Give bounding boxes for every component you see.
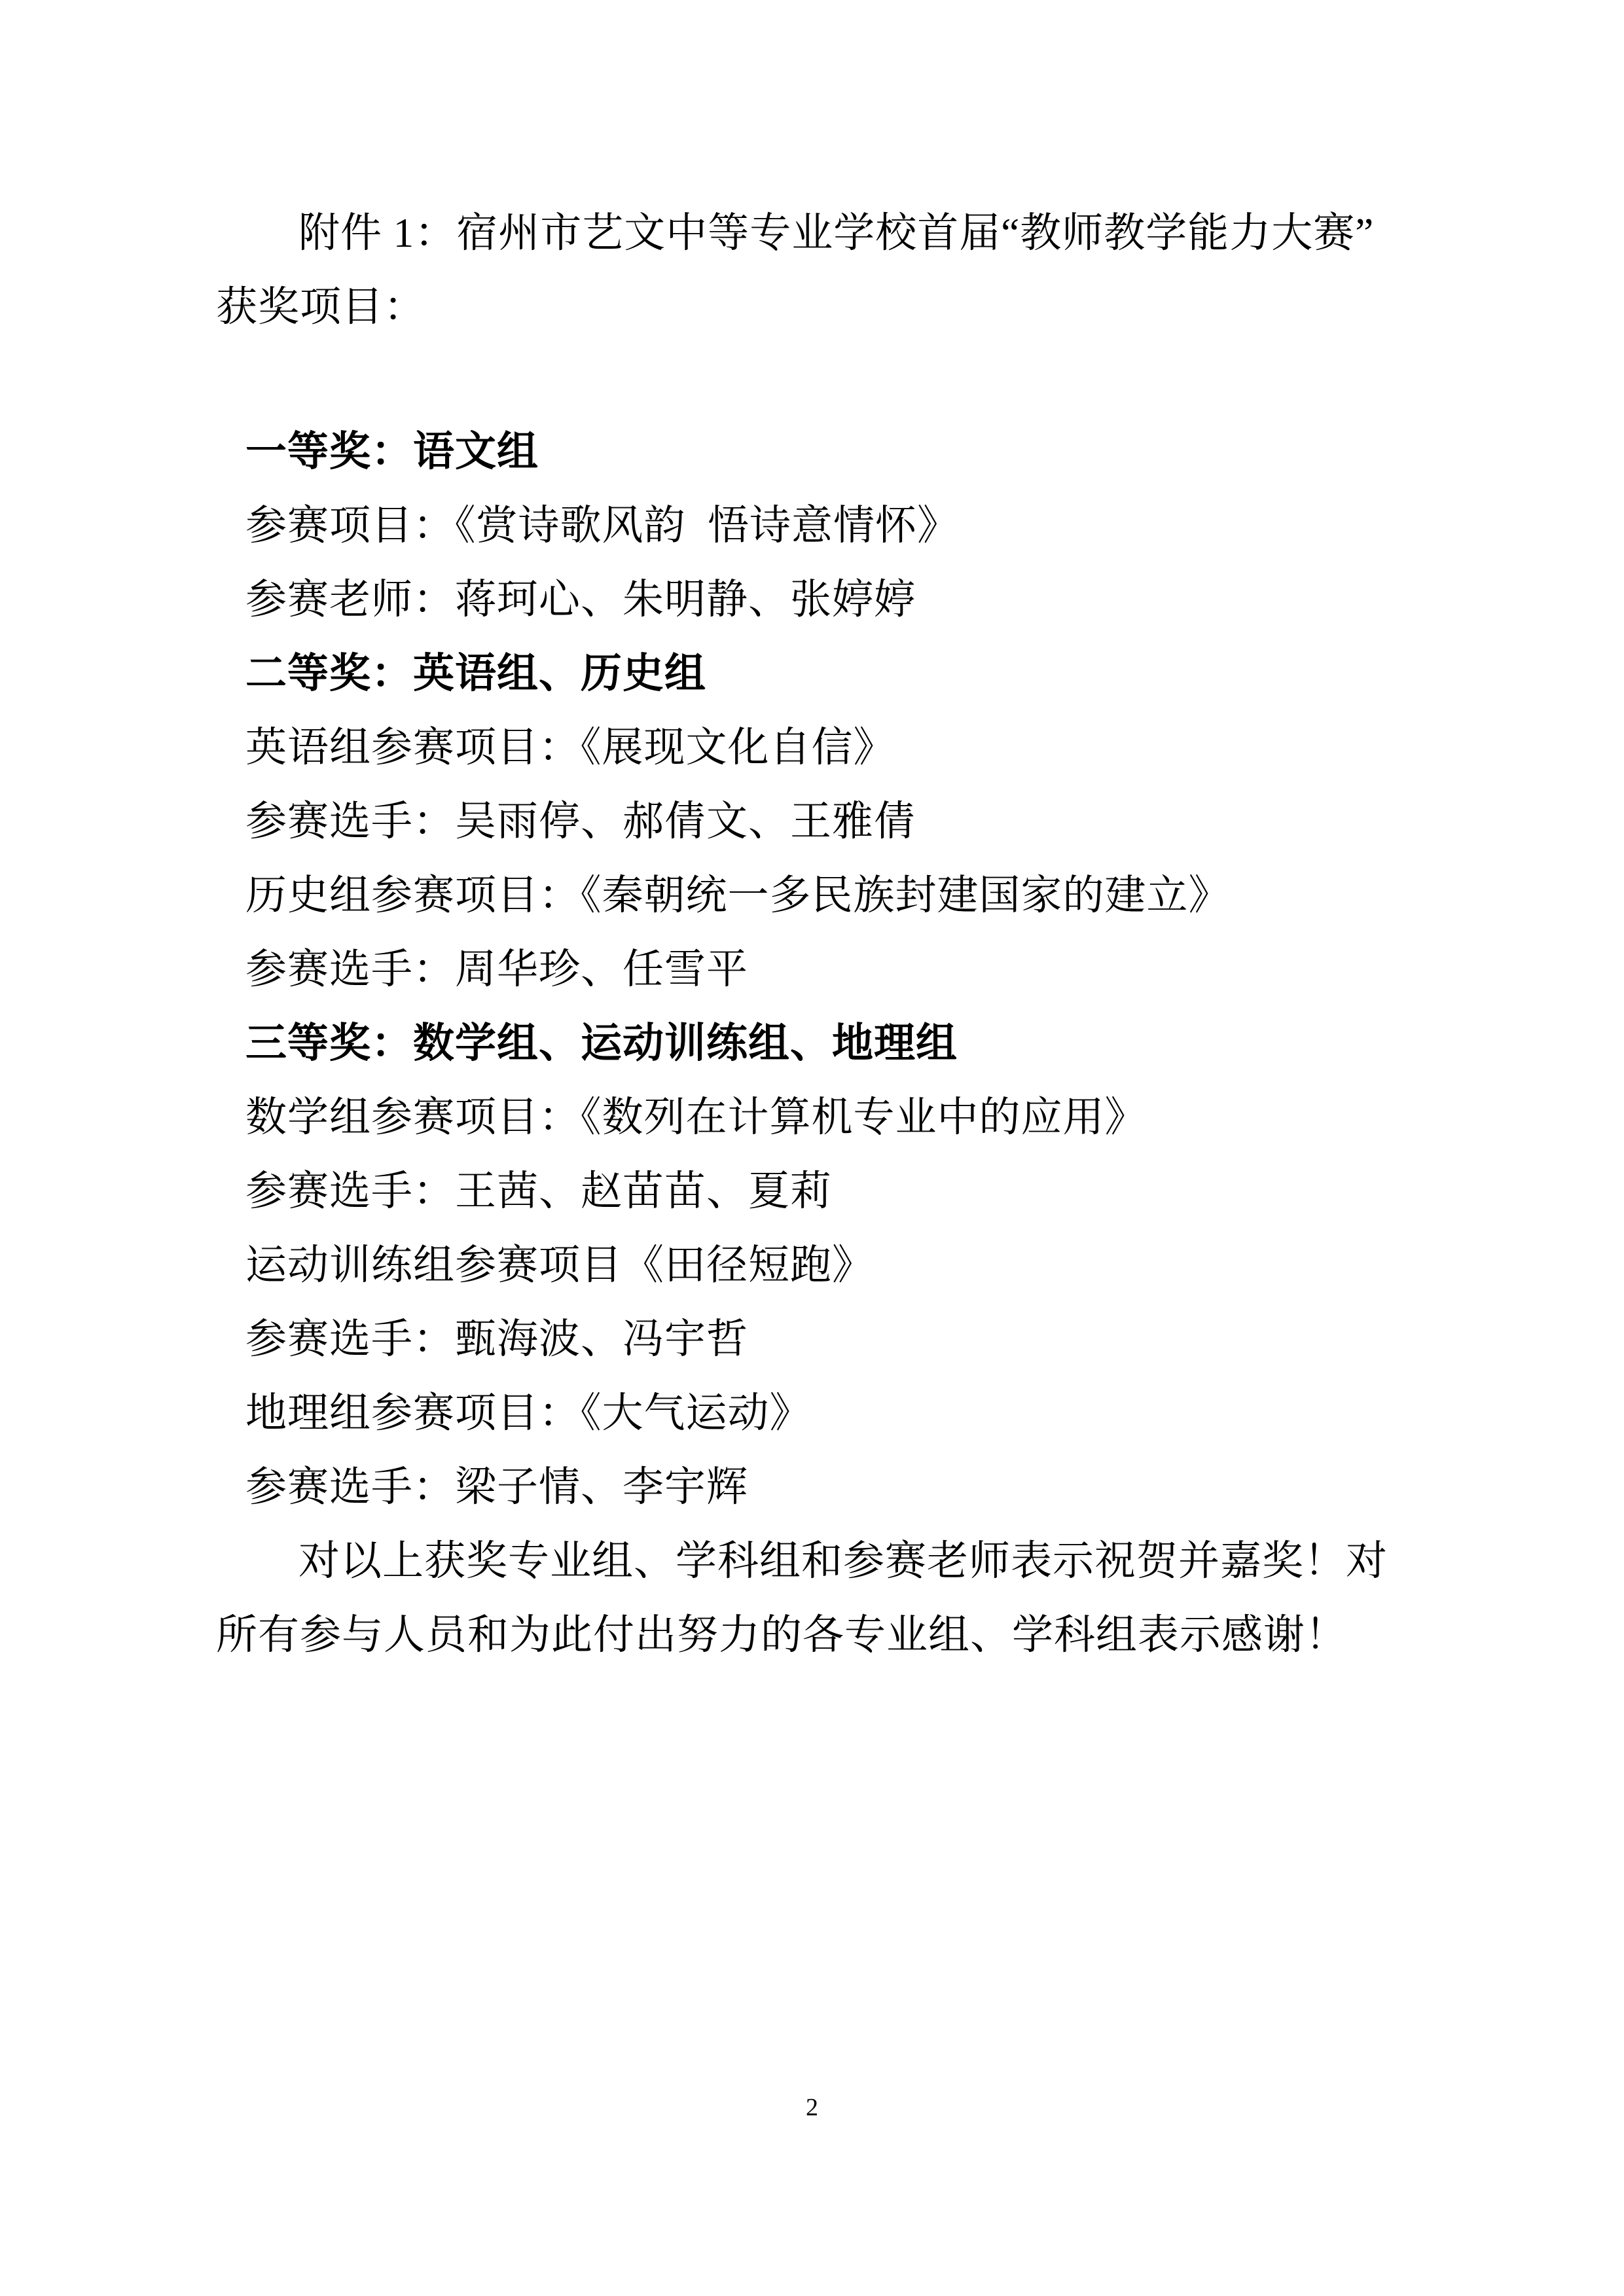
document-body [216,196,1414,1672]
award-line: 历史组参赛项目：《秦朝统一多民族封建国家的建立》 [245,872,1231,918]
award-line: 英语组参赛项目：《展现文化自信》 [245,725,895,770]
award-line: 参赛老师：蒋珂心、朱明静、张婷婷 [245,577,916,622]
closing-paragraph: 对以上获奖专业组、学科组和参赛老师表示祝贺并嘉奖！对所有参与人员和为此付出努力的各专业组、学科组表示感谢！ [216,1538,1388,1658]
award-line: 运动训练组参赛项目《田径短跑》 [245,1242,874,1288]
page-number: 2 [806,2094,818,2121]
award-line: 参赛选手：甄海波、冯宇哲 [245,1316,748,1362]
award-heading-third-prize: 三等奖：数学组、运动训练组、地理组 [245,1020,958,1066]
award-line: 参赛选手：周华珍、任雪平 [245,946,748,992]
award-line: 参赛选手：吴雨停、郝倩文、王雅倩 [245,798,916,844]
award-heading-first-prize: 一等奖：语文组 [245,429,539,475]
award-heading-second-prize: 二等奖：英语组、历史组 [245,651,706,696]
award-line: 参赛项目：《赏诗歌风韵 悟诗意情怀》 [245,503,959,548]
award-line: 参赛选手：梁子情、李宇辉 [245,1464,748,1510]
intro-paragraph: 附件 1：宿州市艺文中等专业学校首届“教师教学能力大赛”获奖项目： [216,210,1375,330]
award-line: 数学组参赛项目：《数列在计算机专业中的应用》 [245,1094,1147,1140]
award-line: 参赛选手：王茜、赵苗苗、夏莉 [245,1168,832,1214]
award-line: 地理组参赛项目：《大气运动》 [245,1390,812,1436]
